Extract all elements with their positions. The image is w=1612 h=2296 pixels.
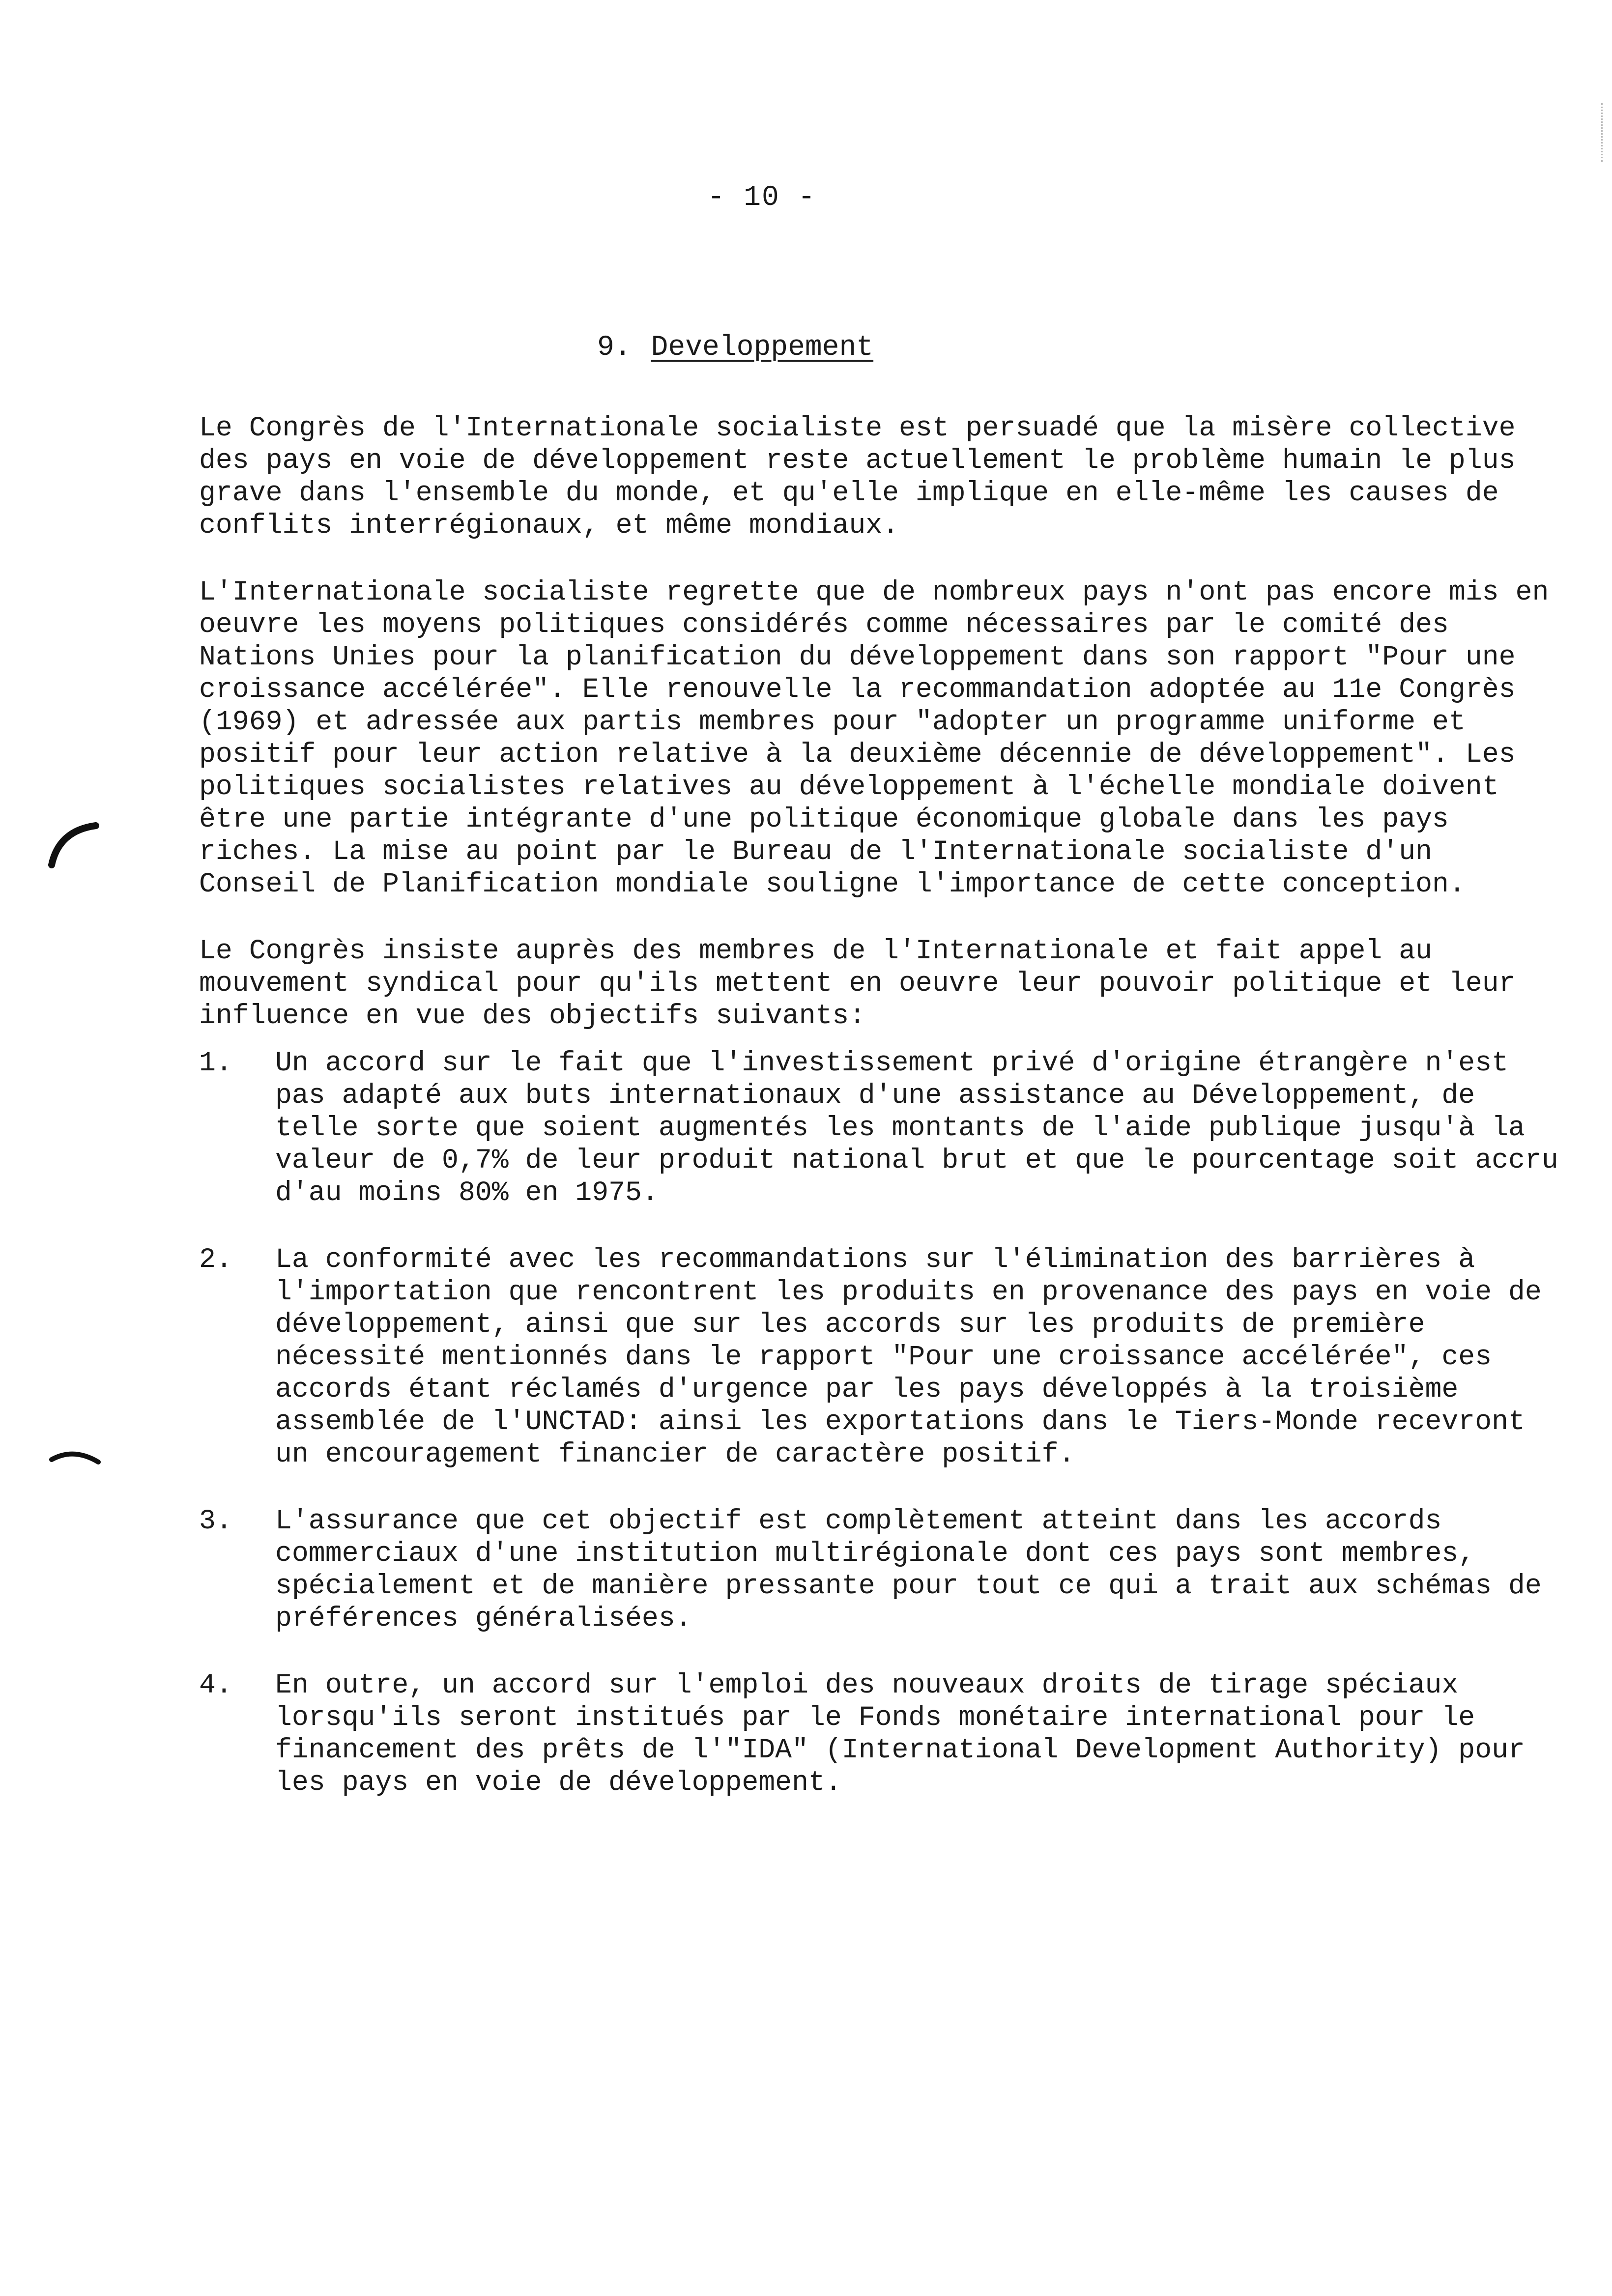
list-item-number: 1. [199,1047,232,1079]
page-number: - 10 - [707,182,816,214]
paragraph-intro: Le Congrès de l'Internationale socialiste est persuadé que la misère collective des pays en voie de développement reste actuellement le problème humain le plus grave dans l'ensemble du monde, et qu'elle implique en elle-même les causes de conflits interrégionaux, et même mondiaux. [199,412,1516,541]
list-item [199,1505,1565,1635]
list-item [199,1047,1565,1209]
paragraph-regret: L'Internationale socialiste regrette que de nombreux pays n'ont pas encore mis en oeuvre les moyens politiques considérés comme nécessaires par le comité des Nations Unies pour la planification du développement dans son rapport "Pour une croissance accélérée". Elle renouvelle la recommandation adoptée au 11e Congrès (1969) et adressée aux partis membres pour "adopter un programme uniforme et positif pour leur action relative à la deuxième décennie de développement". Les politiques socialistes relatives au développement à l'échelle mondiale doivent être une partie intégrante d'une politique économique globale dans les pays riches. La mise au point par le Bureau de l'Internationale socialiste d'un Conseil de Planification mondiale souligne l'importance de cette conception. [199,576,1549,900]
page-edge-dots [1601,103,1605,162]
margin-bracket-mark [47,816,101,870]
list-item-number: 3. [199,1505,232,1537]
margin-dash-mark [49,1445,103,1469]
section-title: Developpement [651,332,874,364]
list-item-text: L'assurance que cet objectif est complètement atteint dans les accords commerciaux d'une institution multirégionale dont ces pays sont membres, spécialement et de manière pressante pour tout ce qui a trait aux schémas de préférences généralisées. [275,1505,1542,1634]
section-number: 9. [597,332,632,364]
document-body [199,412,1565,1833]
section-heading [597,332,873,364]
objectives-list [199,1047,1565,1799]
list-item-number: 2. [199,1244,232,1275]
paragraph-insist: Le Congrès insiste auprès des membres de l'Internationale et fait appel au mouvement syndical pour qu'ils mettent en oeuvre leur pouvoir politique et leur influence en vue des objectifs suivants: [199,935,1516,1032]
list-item [199,1243,1565,1470]
list-item [199,1669,1565,1799]
list-item-number: 4. [199,1669,232,1701]
list-item-text: Un accord sur le fait que l'investissement privé d'origine étrangère n'est pas adapté aux buts internationaux d'une assistance au Développement, de telle sorte que soient augmentés les montants de l'aide publique jusqu'à la valeur de 0,7% de leur produit national brut et que le pourcentage soit accru d'au moins 80% en 1975. [275,1047,1558,1208]
list-item-text: En outre, un accord sur l'emploi des nouveaux droits de tirage spéciaux lorsqu'ils seront institués par le Fonds monétaire international pour le financement des prêts de l'"IDA" (International Development Authority) pour les pays en voie de développement. [275,1669,1525,1798]
list-item-text: La conformité avec les recommandations sur l'élimination des barrières à l'importation que rencontrent les produits en provenance des pays en voie de développement, ainsi que sur les accords sur les produits de première nécessité mentionnés dans le rapport "Pour une croissance accélérée", ces accords étant réclamés d'urgence par les pays développés à la troisième assemblée de l'UNCTAD: ainsi les exportations dans le Tiers-Monde recevront un encouragement financier de caractère positif. [275,1244,1542,1470]
